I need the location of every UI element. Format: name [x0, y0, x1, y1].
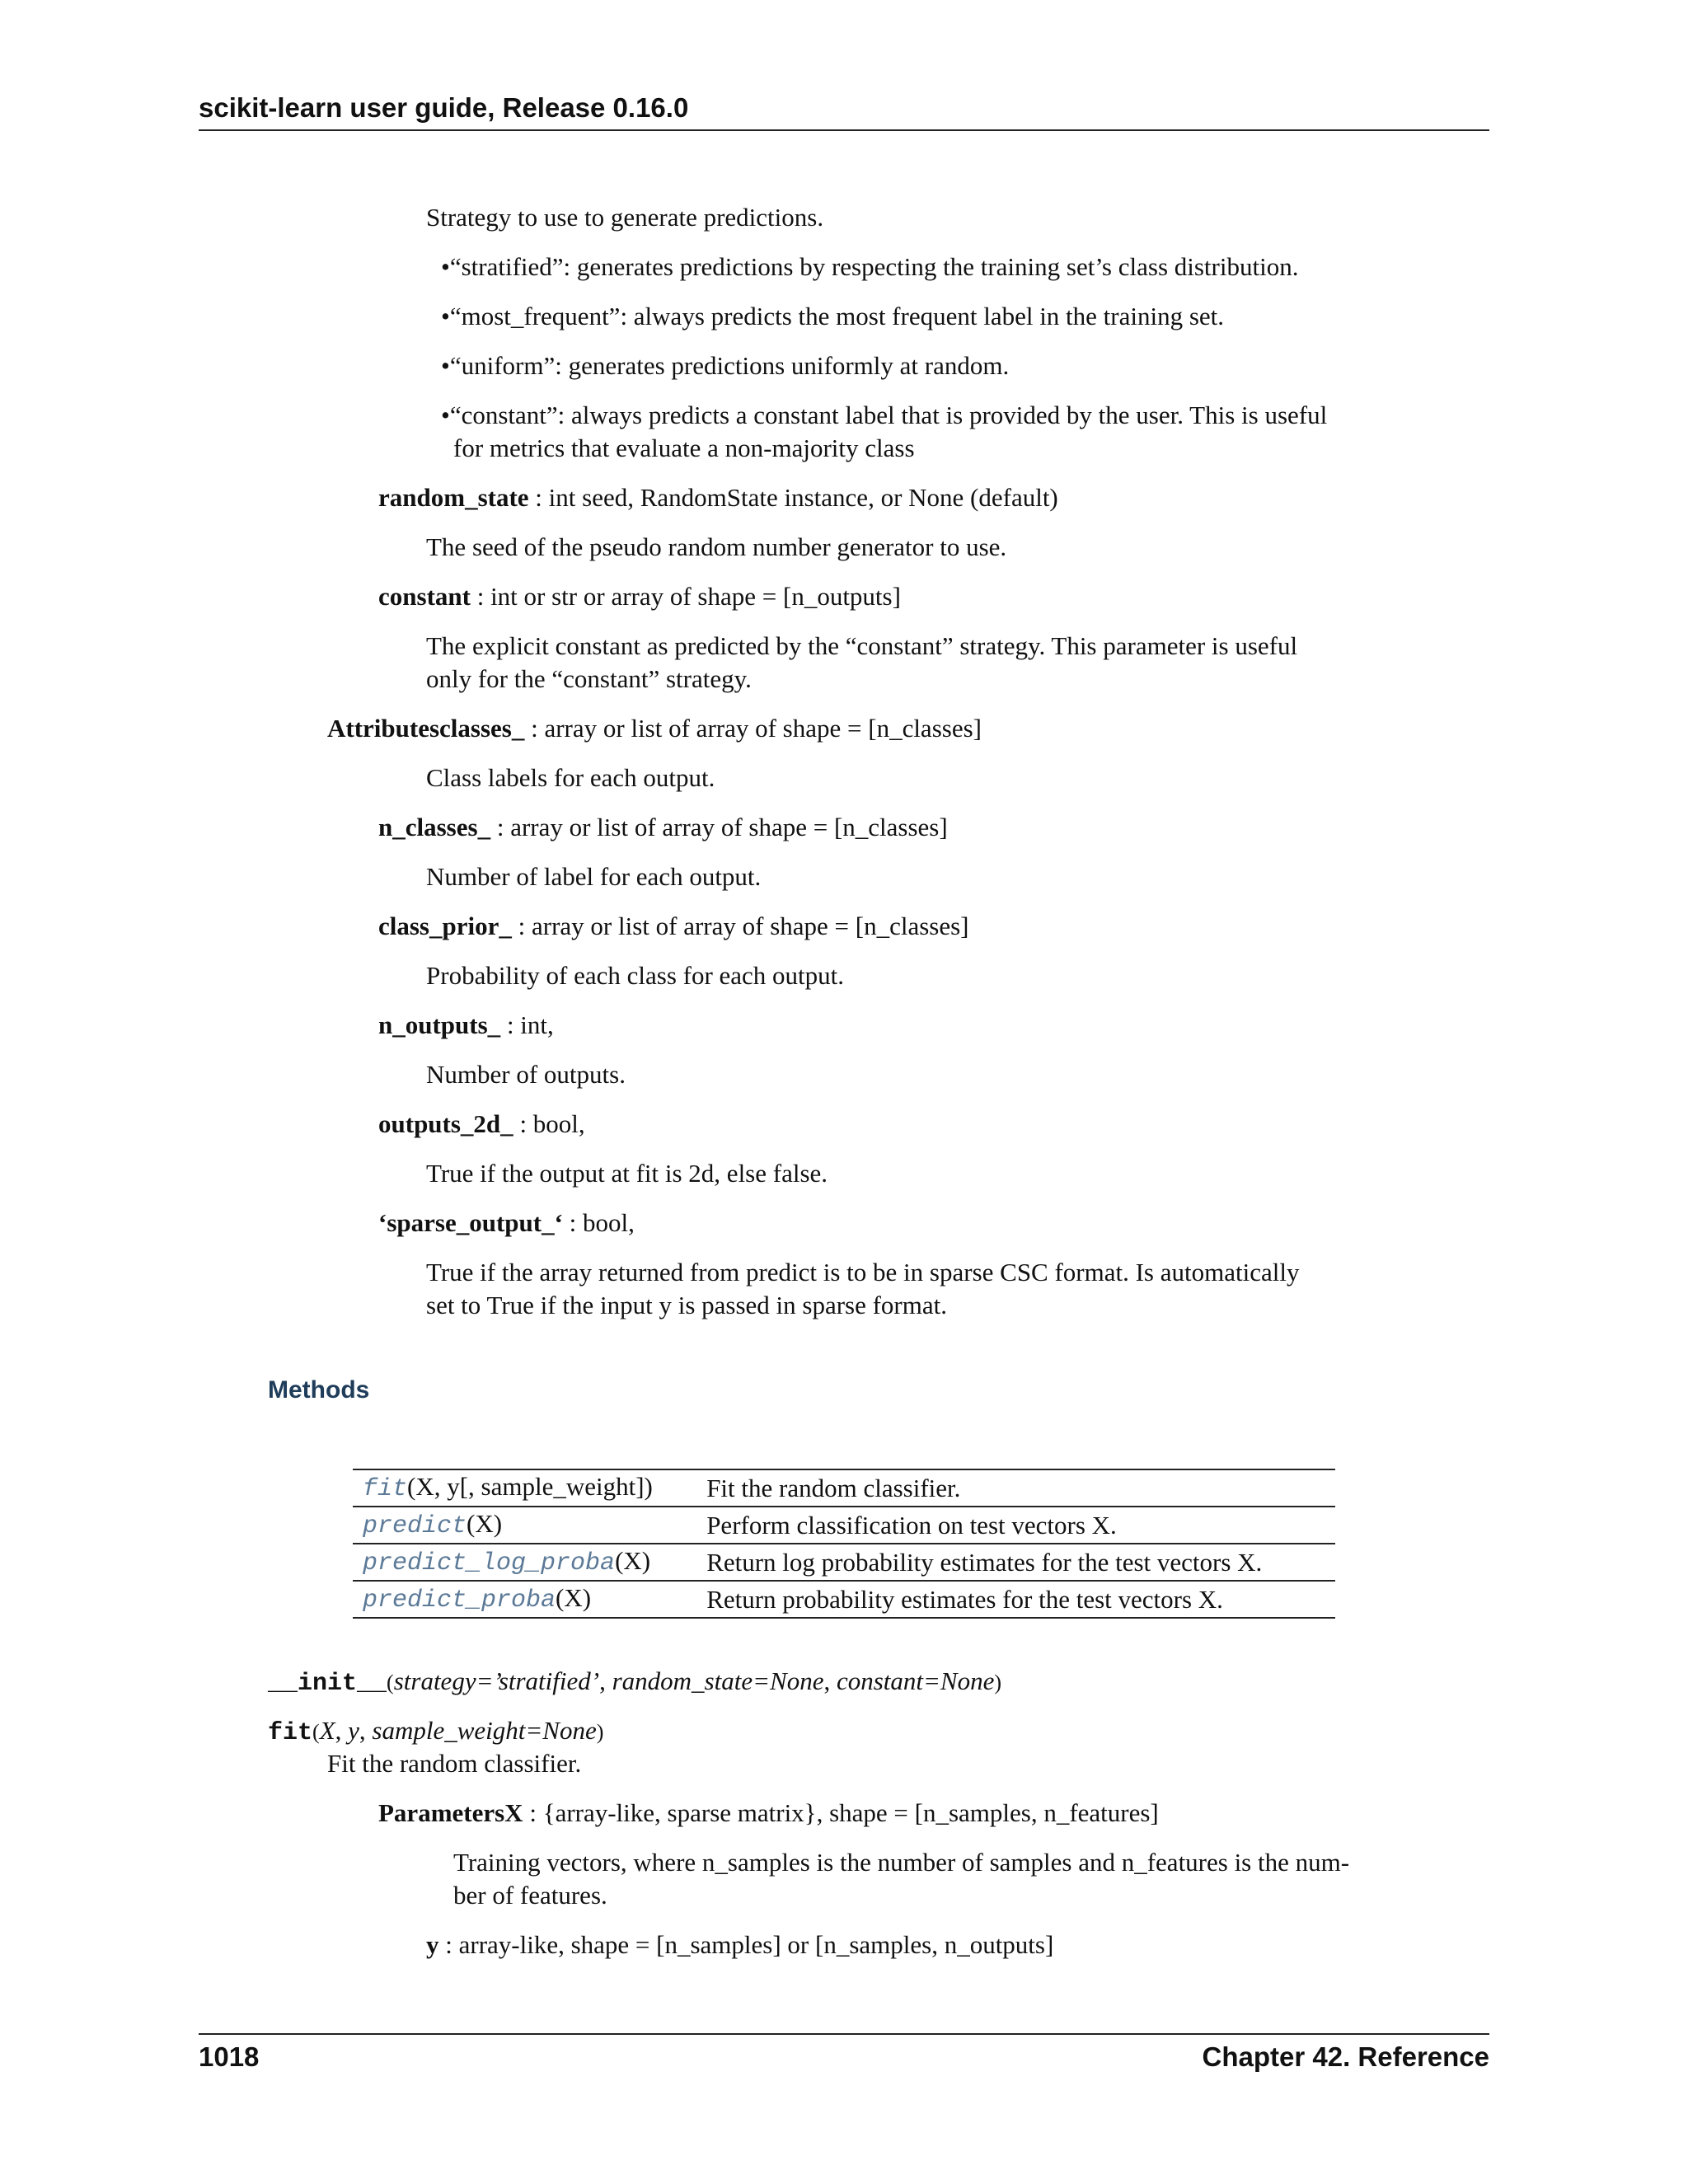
close-paren: ) — [596, 1720, 604, 1744]
fit-signature — [268, 1714, 603, 1750]
fit-param-y — [426, 1929, 1053, 1961]
close-paren: ) — [994, 1671, 1002, 1694]
attributes-heading: Attributesclasses_ — [327, 714, 525, 743]
method-link-predict-proba[interactable]: predict_proba — [363, 1586, 556, 1615]
method-args: (X) — [556, 1583, 592, 1612]
methods-table — [353, 1469, 1335, 1619]
attr-description: True if the output at fit is 2d, else false. — [426, 1159, 828, 1188]
method-link-predict-log-proba[interactable]: predict_log_proba — [363, 1549, 616, 1577]
bullet-stratified: •“stratified”: generates predictions by respecting the training set’s class distribution. — [441, 252, 1299, 281]
separator: , — [823, 1666, 837, 1695]
init-arg-random-state: random_state=None — [612, 1666, 824, 1695]
bullet-constant: •“constant”: always predicts a constant label that is provided by the user. This is useful — [441, 401, 1328, 429]
method-cell — [353, 1469, 696, 1507]
header-rule — [199, 129, 1489, 131]
bullet-constant-cont: for metrics that evaluate a non-majority class — [453, 434, 915, 462]
attributes-classes — [327, 712, 982, 745]
param-constant — [378, 580, 901, 613]
attr-type: : array or list of array of shape = [n_classes] — [511, 912, 969, 940]
attr-name: outputs_2d_ — [378, 1109, 513, 1138]
random-state-description: The seed of the pseudo random number generator to use. — [426, 532, 1007, 561]
table-row — [353, 1581, 1335, 1618]
fit-x-description: Training vectors, where n_samples is the number of samples and n_features is the num- — [453, 1848, 1350, 1877]
attr-type: : array or list of array of shape = [n_classes] — [490, 813, 948, 841]
attr-type: : array or list of array of shape = [n_classes] — [524, 714, 982, 743]
methods-heading: Methods — [268, 1376, 370, 1404]
strategy-description: Strategy to use to generate predictions. — [426, 203, 824, 232]
param-type: : array-like, shape = [n_samples] or [n_samples, n_outputs] — [438, 1930, 1054, 1959]
fit-arg-y: y — [348, 1716, 359, 1745]
fit-name: fit — [268, 1719, 313, 1747]
fit-x-description-cont: ber of features. — [453, 1881, 607, 1910]
separator: , — [335, 1716, 349, 1745]
classes-description: Class labels for each output. — [426, 763, 715, 792]
init-arg-constant: constant=None — [836, 1666, 995, 1695]
constant-description: The explicit constant as predicted by the “constant” strategy. This parameter is useful — [426, 631, 1298, 660]
separator: , — [599, 1666, 612, 1695]
attr-description: Number of outputs. — [426, 1060, 626, 1089]
fit-param-x — [378, 1797, 1159, 1830]
table-row — [353, 1544, 1335, 1581]
attr-name: class_prior_ — [378, 912, 512, 940]
attr-type: : bool, — [513, 1109, 585, 1138]
method-args: (X) — [467, 1509, 503, 1538]
method-description: Perform classification on test vectors X. — [696, 1507, 1335, 1544]
bullet-most-frequent: •“most_frequent”: always predicts the most frequent label in the training set. — [441, 302, 1225, 330]
attr-description: True if the array returned from predict is to be in sparse CSC format. Is automatically — [426, 1258, 1300, 1286]
method-description: Return probability estimates for the test vectors X. — [696, 1581, 1335, 1618]
attr-type: : int, — [500, 1010, 554, 1039]
fit-arg-x: X — [319, 1716, 335, 1745]
attr-type: : bool, — [562, 1208, 635, 1237]
separator: , — [359, 1716, 373, 1745]
fit-arg-sample-weight: sample_weight=None — [372, 1716, 597, 1745]
attr-name: n_outputs_ — [378, 1010, 501, 1039]
table-row — [353, 1469, 1335, 1507]
param-type: : int or str or array of shape = [n_outputs] — [470, 582, 901, 611]
attr-description: Number of label for each output. — [426, 862, 762, 891]
open-paren: ( — [312, 1720, 320, 1744]
parameters-heading: ParametersX — [378, 1798, 523, 1827]
table-row — [353, 1507, 1335, 1544]
bullet-uniform: •“uniform”: generates predictions uniformly at random. — [441, 351, 1010, 380]
footer-rule — [199, 2033, 1489, 2035]
attr-n-outputs — [378, 1009, 554, 1042]
attr-description-cont: set to True if the input y is passed in sparse format. — [426, 1291, 947, 1319]
attr-sparse-output — [378, 1207, 635, 1240]
method-description: Return log probability estimates for the test vectors X. — [696, 1544, 1335, 1581]
init-name: __init__ — [268, 1670, 387, 1698]
method-link-predict[interactable]: predict — [363, 1512, 467, 1540]
attr-name: ‘sparse_output_‘ — [378, 1208, 563, 1237]
open-paren: ( — [387, 1671, 394, 1694]
method-cell — [353, 1581, 696, 1618]
init-signature — [268, 1665, 1001, 1700]
attr-outputs-2d — [378, 1108, 585, 1141]
param-type: : int seed, RandomState instance, or None (default) — [528, 483, 1058, 512]
chapter-title: Chapter 42. Reference — [1202, 2041, 1489, 2072]
constant-description-cont: only for the “constant” strategy. — [426, 664, 752, 693]
param-name: constant — [378, 582, 471, 611]
running-header: scikit-learn user guide, Release 0.16.0 — [199, 92, 689, 123]
fit-description: Fit the random classifier. — [327, 1749, 582, 1778]
init-arg-strategy: strategy=’stratified’ — [393, 1666, 600, 1695]
attr-description: Probability of each class for each output. — [426, 961, 845, 990]
attr-class-prior — [378, 910, 968, 943]
param-name: random_state — [378, 483, 529, 512]
attr-name: n_classes_ — [378, 813, 491, 841]
attr-n-classes — [378, 811, 948, 844]
param-name: y — [426, 1930, 439, 1959]
page-number: 1018 — [199, 2041, 260, 2072]
method-cell — [353, 1507, 696, 1544]
param-random-state — [378, 481, 1058, 514]
method-args: (X, y[, sample_weight]) — [407, 1472, 653, 1501]
method-cell — [353, 1544, 696, 1581]
method-description: Fit the random classifier. — [696, 1469, 1335, 1507]
method-link-fit[interactable]: fit — [363, 1475, 408, 1503]
param-type: : {array-like, sparse matrix}, shape = [n_samples, n_features] — [523, 1798, 1159, 1827]
method-args: (X) — [615, 1546, 651, 1575]
